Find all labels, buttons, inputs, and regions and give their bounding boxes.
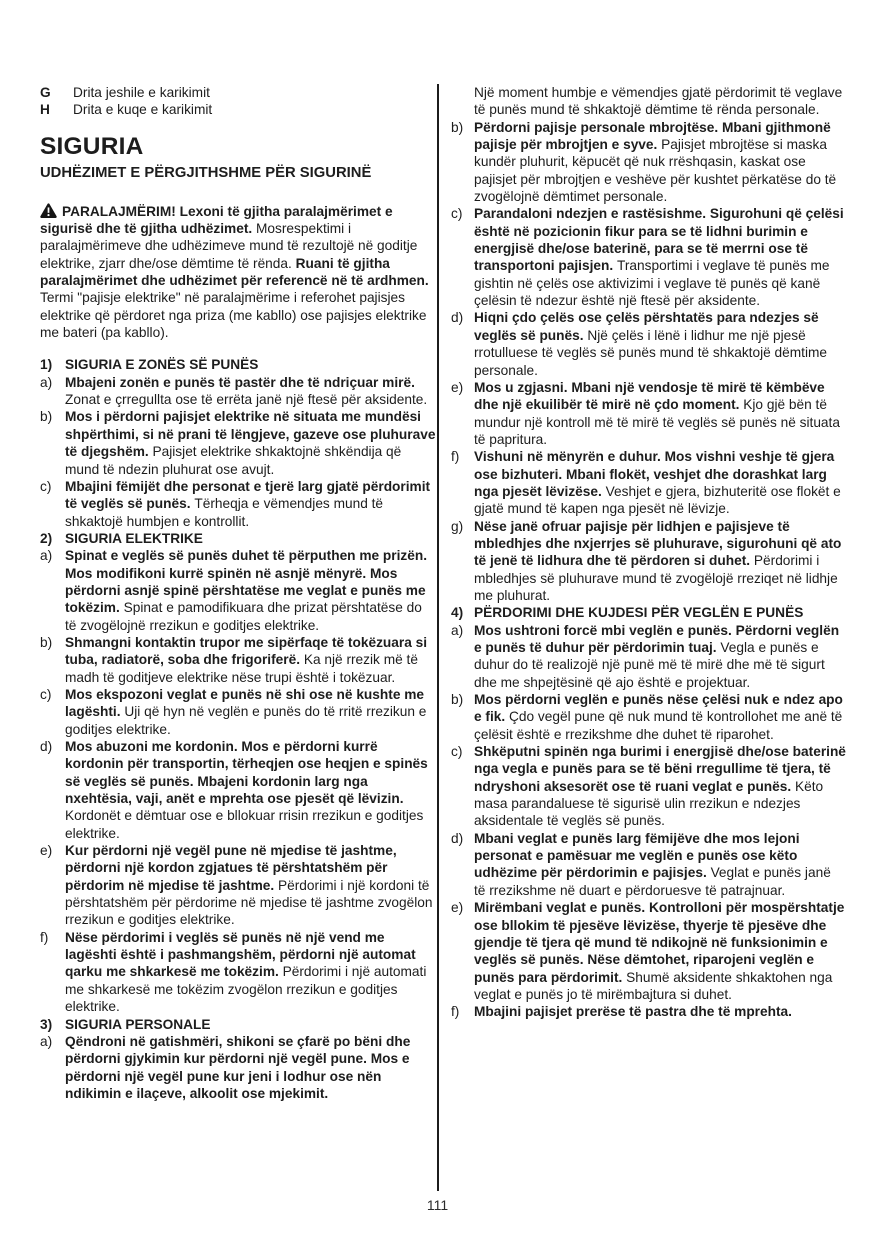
item-text (474, 622, 846, 691)
item-marker: b) (451, 119, 464, 135)
left-column (40, 84, 437, 1102)
item-marker: e) (451, 379, 464, 395)
list-item (451, 691, 846, 743)
bold-text-segment: Shkëputni spinën nga burimi i energjisë dhe/ose baterinë nga vegla e punës para se të bëni rregullime të tjera, të ndryshoni aksesorët ose të ruani veglat e punës. (474, 744, 846, 794)
list-item (40, 547, 437, 634)
bold-text-segment: SIGURIA E ZONËS SË PUNËS (65, 357, 259, 373)
item-text (65, 686, 437, 738)
text-segment: Çdo vegël pune që nuk mund të kontrollohet me anë të çelësit është e rrezikshme dhe duhet të riparohet. (474, 709, 843, 742)
list-item (451, 309, 846, 378)
item-marker: f) (451, 449, 460, 465)
item-marker: e) (451, 900, 464, 916)
item-marker: a) (451, 622, 464, 638)
list-item (40, 929, 437, 1016)
item-text (65, 374, 437, 409)
text-segment: Kordonët e dëmtuar ose e bllokuar rrisin rrezikun e goditjes elektrike. (65, 808, 424, 841)
bold-text-segment: Mbajeni zonën e punës të pastër dhe të ndriçuar mirë. (65, 374, 415, 390)
list-item (40, 408, 437, 477)
text-segment: Vegla e punës e duhur do të realizojë një punë më të mirë dhe më të sigurt dhe me shpejtësinë që ajo është e projektuar. (474, 640, 825, 690)
item-text (474, 518, 846, 605)
section-heading (451, 604, 846, 621)
text-segment: Transportimi i veglave të punës me gishtin në çelës ose aktivizimi i veglave të punës që kanë çelësin të ndezur është një ftesë për aksidente. (474, 258, 830, 309)
item-marker: 1) (40, 357, 53, 373)
right-column-blocks (451, 84, 846, 1021)
text-segment: Ka një rrezik më të madh të goditjeve elektrike nëse trupi është i tokëzuar. (65, 652, 418, 685)
item-text (65, 408, 437, 477)
item-marker: d) (40, 739, 53, 754)
bold-text-segment: Hiqni çdo çelës ose çelës përshtatës para ndezjes së veglës së punës. (474, 310, 819, 343)
text-segment: Mosrespektimi i paralajmërimeve dhe udhëzimeve mund të rezultojë në goditje elektrike, zjarr dhe/ose dëmtime të rënda. (40, 221, 418, 271)
item-marker: 3) (40, 1016, 53, 1032)
legend (40, 84, 437, 119)
bold-text-segment: Qëndroni në gatishmëri, shikoni se çfarë po bëni dhe përdorni gjykimin kur përdorni një vegël pune. Mos e përdorni një vegël pune kur jeni i lodhur ose nën ndikimin e ilaçeve, alkoolit ose mjekimit. (65, 1033, 411, 1101)
bold-text-segment: Parandaloni ndezjen e rastësishme. Sigurohuni që çelësi është në pozicionin fikur para se të lidhni burimin e energjisë dhe/ose baterinë, para se të merrni ose të transportoni pajisjen. (474, 206, 844, 274)
list-item (451, 205, 846, 309)
item-text (65, 634, 437, 686)
item-text (474, 448, 846, 517)
bold-text-segment: PËRDORIMI DHE KUJDESI PËR VEGLËN E PUNËS (474, 605, 804, 621)
bold-text-segment: Shmangni kontaktin trupor me sipërfaqe të tokëzuara si tuba, radiatorë, soba dhe frigoriferë. (65, 634, 428, 668)
bold-text-segment: Mos abuzoni me kordonin. Mos e përdorni kurrë kordonin për transportin, tërheqjen ose heqjen e spinës së veglës së punës. Mbajeni kordonin larg nga nxehtësia, vaji, anët e mprehta ose pjesët që lëvizin. (65, 739, 428, 807)
item-marker: a) (40, 548, 53, 564)
legend-row (40, 101, 437, 118)
section-heading (40, 356, 437, 373)
item-text (474, 309, 846, 378)
item-marker: d) (451, 830, 464, 846)
item-text (474, 84, 846, 119)
bold-text-segment: Mbajini fëmijët dhe personat e tjerë larg gjatë përdorimit të veglës së punës. (65, 478, 431, 512)
text-segment: Pajisjet elektrike shkaktojnë shkëndija që mund të ndezin pluhurat ose avujt. (65, 444, 402, 477)
item-text (474, 899, 846, 1003)
item-text (474, 205, 846, 309)
item-text (65, 478, 437, 530)
item-text (65, 547, 437, 634)
bold-text-segment: Nëse janë ofruar pajisje për lidhjen e pajisjeve të mbledhjes dhe nxjerrjes së pluhurave, sigurohuni që ato të jenë të lidhura dhe të përdoren si duhet. (474, 518, 842, 569)
item-text (65, 738, 437, 842)
bold-text-segment: Mos u zgjasni. Mbani një vendosje të mirë të këmbëve dhe një ekuilibër të mirë në çdo moment. (474, 379, 825, 413)
item-text (474, 743, 846, 830)
bold-text-segment: Mos përdorni veglën e punës nëse çelësi nuk e ndez apo e fik. (474, 692, 843, 725)
text-segment: Zonat e çrregullta ose të errëta janë një ftesë për aksidente. (65, 392, 428, 408)
bold-text-segment: Mos ushtroni forcë mbi veglën e punës. Përdorni veglën e punës të duhur për përdorimin tuaj. (474, 622, 840, 655)
list-item (451, 830, 846, 899)
item-marker: c) (40, 478, 52, 494)
text-segment: Uji që hyn në veglën e punës do të rritë rrezikun e goditjes elektrike. (65, 704, 427, 737)
list-item (40, 738, 437, 842)
list-item (40, 1033, 437, 1102)
section-heading-text (474, 604, 846, 621)
list-item (40, 842, 437, 929)
list-item (40, 686, 437, 738)
item-marker: 4) (451, 605, 464, 621)
legend-row (40, 84, 437, 101)
paragraph (451, 84, 846, 119)
text-segment: Përdorimi i një kordoni të përshtatshëm për përdorime në mjedise të jashtme zvogëlon rrezikun e goditjes elektrike. (65, 877, 433, 928)
list-item (451, 1003, 846, 1020)
section-heading (40, 530, 437, 547)
text-segment: Veshjet e gjera, bizhuteritë ose flokët e gjatë mund të kapen nga pjesët në lëvizje. (474, 483, 841, 517)
bold-text-segment: Vishuni në mënyrën e duhur. Mos vishni veshje të gjera ose bizhuteri. Mbani flokët, veshjet dhe dorashkat larg nga pjesët lëvizëse. (474, 449, 835, 499)
legend-text: Drita jeshile e karikimit (73, 85, 210, 100)
right-column (451, 84, 846, 1021)
bold-text-segment: Nëse përdorimi i veglës së punës në një vend me lagështi është i pashmangshëm, përdorni një automat qarku me shkarkesë me tokëzim. (65, 929, 416, 980)
text-segment: Kjo gjë bën të mundur një kontroll më të mirë të veglës së punës në situata të papritura. (474, 397, 840, 447)
bold-text-segment: SIGURIA ELEKTRIKE (65, 530, 203, 546)
item-marker: b) (40, 634, 53, 650)
item-text (65, 1033, 437, 1102)
page-title: SIGURIA (40, 132, 144, 160)
text-segment: Spinat e pamodifikuara dhe prizat përshtatëse do të zvogëlojnë rrezikun e goditjes elektrike. (65, 600, 422, 633)
item-text (474, 1003, 846, 1020)
bold-text-segment: Kur përdorni një vegël pune në mjedise të jashtme, përdorni një kordon zgjatues të përshtatshëm për përdorim në mjedise të jashtme. (65, 843, 397, 893)
text-segment: Një çelës i lënë i lidhur me një pjesë rrotulluese të veglës së punës mund të shkaktojë dëmtime personale. (474, 327, 828, 378)
list-item (451, 899, 846, 1003)
item-marker: b) (451, 692, 464, 708)
list-item (40, 374, 437, 409)
bold-text-segment: SIGURIA PERSONALE (65, 1016, 211, 1032)
item-text (474, 830, 846, 899)
item-text (65, 842, 437, 929)
section-heading (40, 1016, 437, 1033)
text-segment: Veglat e punës janë të rrezikshme në duart e përdoruesve të patrajnuar. (474, 865, 831, 898)
bold-text-segment: Përdorni pajisje personale mbrojtëse. Mbani gjithmonë pajisje për mbrojtjen e syve. (474, 119, 831, 153)
text-segment: Këto masa parandaluese të sigurisë ulin rrezikun e ndezjes aksidentale të veglës së punës. (474, 778, 824, 829)
legend-key: H (40, 102, 50, 118)
section-heading-text (65, 1016, 437, 1033)
text-segment: Përdorimi i një automati me shkarkesë me tokëzim zvogëlon rrezikun e goditjes elektrike. (65, 964, 427, 1015)
section-heading-text (65, 530, 437, 547)
list-item (451, 743, 846, 830)
bold-text-segment: Ruani të gjitha paralajmërimet dhe udhëzimet për referencë në të ardhmen. (40, 255, 429, 289)
text-segment: Termi "pajisje elektrike" në paralajmërime i referohet pajisjes elektrike që përdoret nga priza (me kabllo) ose pajisjes elektrike me bateri (pa kabllo). (40, 290, 427, 341)
item-marker: b) (40, 409, 53, 425)
list-item (451, 518, 846, 605)
item-marker: f) (40, 929, 49, 945)
bold-text-segment: PARALAJMËRIM! Lexoni të gjitha paralajmërimet e sigurisë dhe të gjitha udhëzimet. (40, 203, 393, 237)
item-text (474, 691, 846, 743)
list-item (451, 622, 846, 691)
legend-key: G (40, 85, 51, 100)
warning-text (40, 204, 429, 340)
bold-text-segment: Mos i përdorni pajisjet elektrike në situata me mundësi shpërthimi, si në prani të lëngjeve, gazeve ose pluhurave të djegshëm. (65, 409, 436, 460)
text-segment: Pajisjet mbrojtëse si maska kundër pluhurit, këpucët që nuk rrëshqasin, kaskat ose pajisjet për mbrojtjen e veshëve për kushtet përkatëse do të zvogëlojnë dëmtimet personale. (474, 137, 837, 205)
item-text (474, 119, 846, 206)
item-marker: a) (40, 374, 53, 390)
warning-triangle-icon (40, 203, 57, 218)
text-segment: Një moment humbje e vëmendjes gjatë përdorimit të veglave të punës mund të shkaktojë dëmtime të rënda personale. (474, 85, 843, 118)
bold-text-segment: Spinat e veglës së punës duhet të përputhen me prizën. Mos modifikoni kurrë spinën në asnjë mënyrë. Mos përdorni asnjë spinë përshtatëse me veglat e punës me tokëzim. (65, 548, 428, 616)
page-number: 111 (426, 1197, 449, 1213)
list-item (40, 478, 437, 530)
list-item (451, 119, 846, 206)
item-text (65, 929, 437, 1016)
text-segment: Tërheqja e vëmendjes mund të shkaktojë humbjen e kontrollit. (65, 496, 384, 529)
item-text (474, 379, 846, 448)
item-marker: g) (451, 518, 464, 534)
list-item (40, 634, 437, 686)
item-marker (451, 84, 474, 119)
item-marker: c) (451, 744, 463, 760)
section-subtitle: UDHËZIMET E PËRGJITHSHME PËR SIGURINË (40, 164, 372, 181)
list-item (451, 379, 846, 448)
bold-text-segment: Mbani veglat e punës larg fëmijëve dhe mos lejoni personat e pamësuar me veglën e punës ose këto udhëzime për përdorimin e pajisjes. (474, 830, 800, 881)
warning-paragraph (40, 203, 437, 342)
item-marker: f) (451, 1004, 460, 1020)
list-item (451, 448, 846, 517)
item-marker: d) (451, 310, 464, 326)
legend-text: Drita e kuqe e karikimit (73, 102, 213, 118)
item-marker: 2) (40, 530, 53, 546)
text-segment: Përdorimi i mbledhjes së pluhurave mund të zvogëlojë rreziqet në lidhje me pluhurat. (474, 553, 838, 603)
bold-text-segment: Mbajini pajisjet prerëse të pastra dhe të mprehta. (474, 1004, 792, 1020)
bold-text-segment: Mos ekspozoni veglat e punës në shi ose në kushte me lagështi. (65, 686, 425, 720)
column-divider (437, 84, 439, 1191)
item-marker: e) (40, 843, 53, 859)
bold-text-segment: Mirëmbani veglat e punës. Kontrolloni për mospërshtatje ose bllokim të pjesëve lëvizëse, thyerje të pjesëve dhe gjendje të tjera që mund të ndikojnë në funksionimin e veglës së punës. Nëse dëmtohet, riparojeni veglën e punës para përdorimit. (474, 900, 845, 985)
item-marker: c) (40, 686, 52, 702)
text-segment: Shumë aksidente shkaktohen nga veglat e punës jo të mirëmbajtura si duhet. (474, 969, 833, 1002)
item-marker: c) (451, 206, 463, 222)
left-column-blocks (40, 356, 437, 1102)
item-marker: a) (40, 1033, 53, 1049)
section-heading-text (65, 356, 437, 373)
